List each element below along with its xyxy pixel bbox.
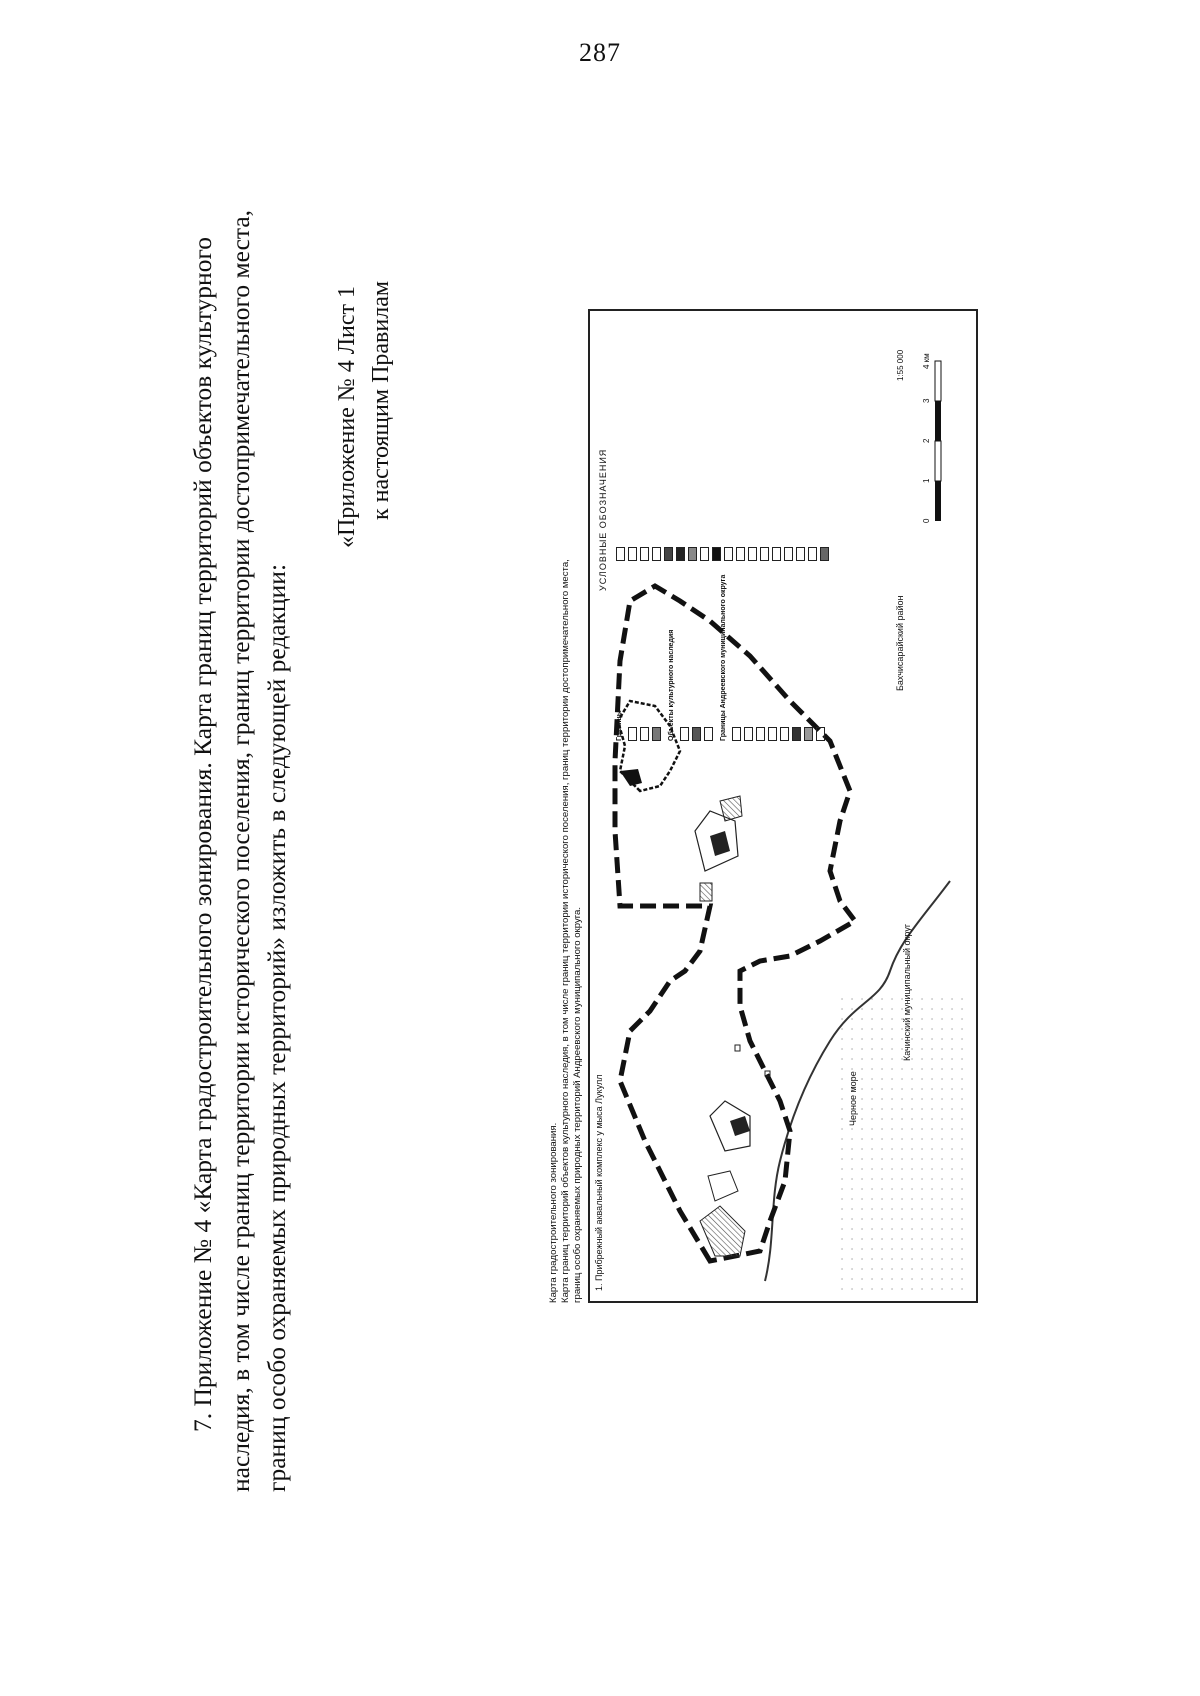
legend-item [768,727,777,741]
legend-item [804,727,813,741]
legend-item [820,547,829,561]
legend-item [784,547,793,561]
legend-item [652,547,661,561]
map-title: 1. Прибрежный аквальный комплекс у мыса Лукулл [594,1074,604,1291]
appendix-reference-line-1: «Приложение № 4 Лист 1 [334,286,360,548]
legend-item [756,727,765,741]
legend-item [652,727,661,741]
legend-item [732,727,741,741]
kacha-district-label: Качинский муниципальный округ [902,923,912,1061]
legend-item [816,727,825,741]
legend-item [628,727,637,741]
legend-item [792,727,801,741]
legend-section: Границы Андреевского муниципального округа [720,574,727,741]
legend-item [640,727,649,741]
scale-tick: 1 [922,478,931,483]
heritage-plots [695,796,770,1256]
legend-item [688,547,697,561]
paragraph-line-2: наследия, в том числе границ территории исторического поселения, границ территории достопримечательного места, [226,209,255,1492]
map-canvas [588,309,978,1303]
map-caption [548,323,584,1303]
map-caption-line-2: Карта границ территорий объектов культурного наследия, в том числе границ территории исторического поселения, границ территории достопримечательного места, [560,559,571,1303]
legend-section: Объекты культурного наследия [668,629,675,741]
legend-item [760,547,769,561]
appendix-reference-line-2: к настоящим Правилам [368,280,394,520]
scale-tick: 3 [922,398,931,403]
bakhchisaray-district-label: Бахчисарайский район [895,595,905,691]
map-caption-line-3: границ особо охраняемых природных территорий Андреевского муниципального округа. [572,906,583,1303]
sea-label: Черное море [848,1071,858,1126]
legend-item [664,547,673,561]
scale-tick: 2 [922,438,931,443]
legend-title: УСЛОВНЫЕ ОБОЗНАЧЕНИЯ [598,448,608,591]
legend-item [640,547,649,561]
legend-item [744,727,753,741]
zoning-map-figure [548,309,978,1303]
legend-item [748,547,757,561]
paragraph [262,392,382,1492]
legend-item [780,727,789,741]
legend-item [628,547,637,561]
legend-item [772,547,781,561]
scale-label: 1:55 000 [896,349,905,381]
scale-tick: 0 [922,518,931,523]
legend-item [724,547,733,561]
legend-item [704,727,713,741]
legend-item [736,547,745,561]
legend-item [676,547,685,561]
paragraph-line-3: границ особо охраняемых природных территорий» изложить в следующей редакции: [262,563,291,1492]
legend-item [700,547,709,561]
legend-section: Границы [616,710,623,741]
legend-item [680,727,689,741]
page-number: 287 [579,38,621,67]
legend-item [616,547,625,561]
legend-item [692,727,701,741]
map-caption-line-1: Карта градостроительного зонирования. [548,1122,559,1303]
legend-item [712,547,721,561]
map-legend [596,321,956,741]
legend-item [808,547,817,561]
scale-tick: 4 км [922,353,931,369]
legend-item [796,547,805,561]
appendix-reference [334,218,414,548]
paragraph-line-1: 7. Приложение № 4 «Карта градостроительного зонирования. Карта границ территорий объектов культурного [188,236,217,1432]
